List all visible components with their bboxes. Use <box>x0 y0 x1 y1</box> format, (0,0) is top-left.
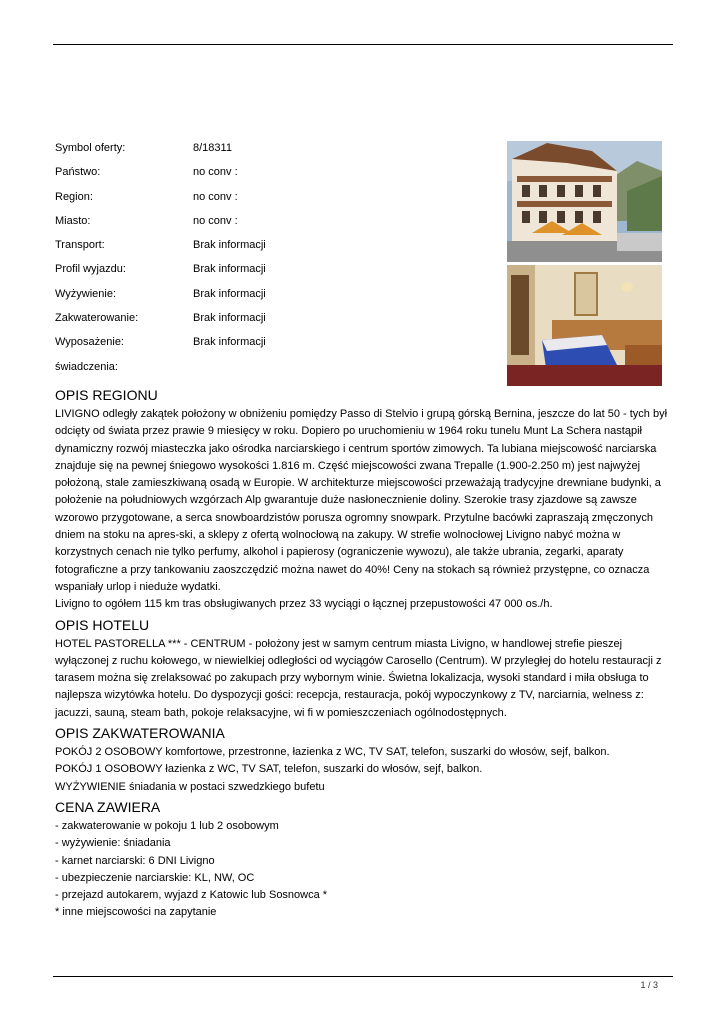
spec-row <box>55 213 495 237</box>
spec-value: no conv : <box>193 214 238 227</box>
spec-value: Brak informacji <box>193 239 266 252</box>
price-item: - karnet narciarski: 6 DNI Livigno <box>55 854 215 867</box>
price-item: - ubezpieczenie narciarskie: KL, NW, OC <box>55 871 255 884</box>
spec-row <box>55 310 495 334</box>
accommodation-line: POKÓJ 2 OSOBOWY komfortowe, przestronne, łazienka z WC, TV SAT, telefon, suszarki do włosów, sejf, balkon. <box>55 746 610 759</box>
spec-value: Brak informacji <box>193 312 266 325</box>
hotel-exterior-photo <box>507 141 662 262</box>
spec-row <box>55 334 495 358</box>
spec-value: 8/18311 <box>193 142 232 154</box>
spec-row <box>55 164 495 188</box>
spec-label: Miasto: <box>55 214 91 227</box>
spec-label: świadczenia: <box>55 360 118 373</box>
hotel-description: HOTEL PASTORELLA *** - CENTRUM - położony jest w samym centrum miasta Livigno, w handlowej strefie pieszej wyłączonej z ruchu kołowego, w niewielkiej odległości od wyciągów Carosello (Centrum). W przyległej do hotelu restauracji z tarasem można się zrelaksować po zakupach przy wybornym winie. Świetna lokalizacja, wysoki standard i miła obsługa to najlepsza wizytówka hotelu. Do dyspozycji gości: recepcja, restauracja, pokój wypoczynkowy z TV, narciarnia, welness z: jacuzzi, sauną, steam bath, pokoje relaksacyjne, wi fi w pomieszczeniach ogólnodostępnych. <box>55 637 662 719</box>
price-item: - wyżywienie: śniadania <box>55 837 171 850</box>
region-heading: OPIS REGIONU <box>55 387 158 403</box>
spec-label: Profil wyjazdu: <box>55 263 126 276</box>
spec-value: Brak informacji <box>193 287 266 300</box>
spec-row <box>55 237 495 261</box>
accommodation-line: WYŻYWIENIE śniadania w postaci szwedzkiego bufetu <box>55 780 325 793</box>
spec-label: Symbol oferty: <box>55 142 126 154</box>
price-item: * inne miejscowości na zapytanie <box>55 906 217 919</box>
spec-row <box>55 189 495 213</box>
spec-label: Transport: <box>55 239 105 252</box>
spec-value: Brak informacji <box>193 263 266 276</box>
footer-rule <box>53 976 673 977</box>
spec-row <box>55 286 495 310</box>
spec-value: Brak informacji <box>193 336 266 349</box>
spec-value: no conv : <box>193 166 238 179</box>
hotel-heading: OPIS HOTELU <box>55 616 150 633</box>
hotel-room-photo <box>507 265 662 386</box>
region-stats: Livigno to ogółem 115 km tras obsługiwanych przez 33 wyciągi o łącznej przepustowości 47 000 os./h. <box>55 598 553 611</box>
spec-label: Wyżywienie: <box>55 287 117 300</box>
spec-label: Wyposażenie: <box>55 336 124 349</box>
page-number: 1 / 3 <box>640 980 658 990</box>
spec-value: no conv : <box>193 190 238 203</box>
region-description: LIVIGNO odległy zakątek położony w obniżeniu pomiędzy Passo di Stelvio i grupą górską Bernina, jeszcze do lat 50 - tych był odcięty od świata przez prawie 9 miesięcy w roku. Dopiero po uruchomieniu w 1964 roku tunelu Munt La Schera nastąpił dynamiczny rozwój miasteczka jako ośrodka narciarskiego i centrum sportów zimowych. Ta lubiana miejscowość narciarska znajduje się na pewnej śniegowo wysokości 1.816 m. Część miejscowości zwana Trepalle (1.900-2.250 m) jest najwyżej położoną, stale zamieszkiwaną osadą w Europie. W architekturze miejscowości przeważają tradycyjne drewniane budynki, a położenie na południowych wzgórzach Alp gwarantuje duże nasłonecznienie doliny. Szerokie trasy zjazdowe są zawsze wzorowo przygotowane, a serca snowboardzistów porusza ogromny snowpark. Przytulne bacówki zapraszają zmęczonych dniem na stoku na apres-ski, a sklepy z ofertą wolnocłową na zakupy. W strefie wolnocłowej Livigno nabyć można w korzystnych cenach nie tylko perfumy, alkohol i papierosy (ograniczenie wywozu), ale także ubrania, zegarki, aparaty fotograficzne a przy tankowaniu zaoszczędzić można nawet do 40%! Ceny na stokach są również przystępne, co oznacza wspaniały urlop i nieduże wydatki. <box>55 408 668 593</box>
spec-row <box>55 140 495 164</box>
spec-label: Państwo: <box>55 166 101 179</box>
spec-row <box>55 261 495 285</box>
accommodation-line: POKÓJ 1 OSOBOWY łazienka z WC, TV SAT, telefon, suszarki do włosów, sejf, balkon. <box>55 763 483 776</box>
accommodation-heading: OPIS ZAKWATEROWANIA <box>55 725 225 742</box>
spec-row <box>55 359 495 383</box>
price-heading: CENA ZAWIERA <box>55 798 161 815</box>
spec-label: Zakwaterowanie: <box>55 312 139 325</box>
header-rule <box>53 44 673 45</box>
offer-content <box>55 384 673 922</box>
spec-label: Region: <box>55 190 93 203</box>
price-item: - zakwaterowanie w pokoju 1 lub 2 osobowym <box>55 819 279 832</box>
price-item: - przejazd autokarem, wyjazd z Katowic lub Sosnowca * <box>55 889 328 902</box>
offer-specs <box>55 140 495 383</box>
